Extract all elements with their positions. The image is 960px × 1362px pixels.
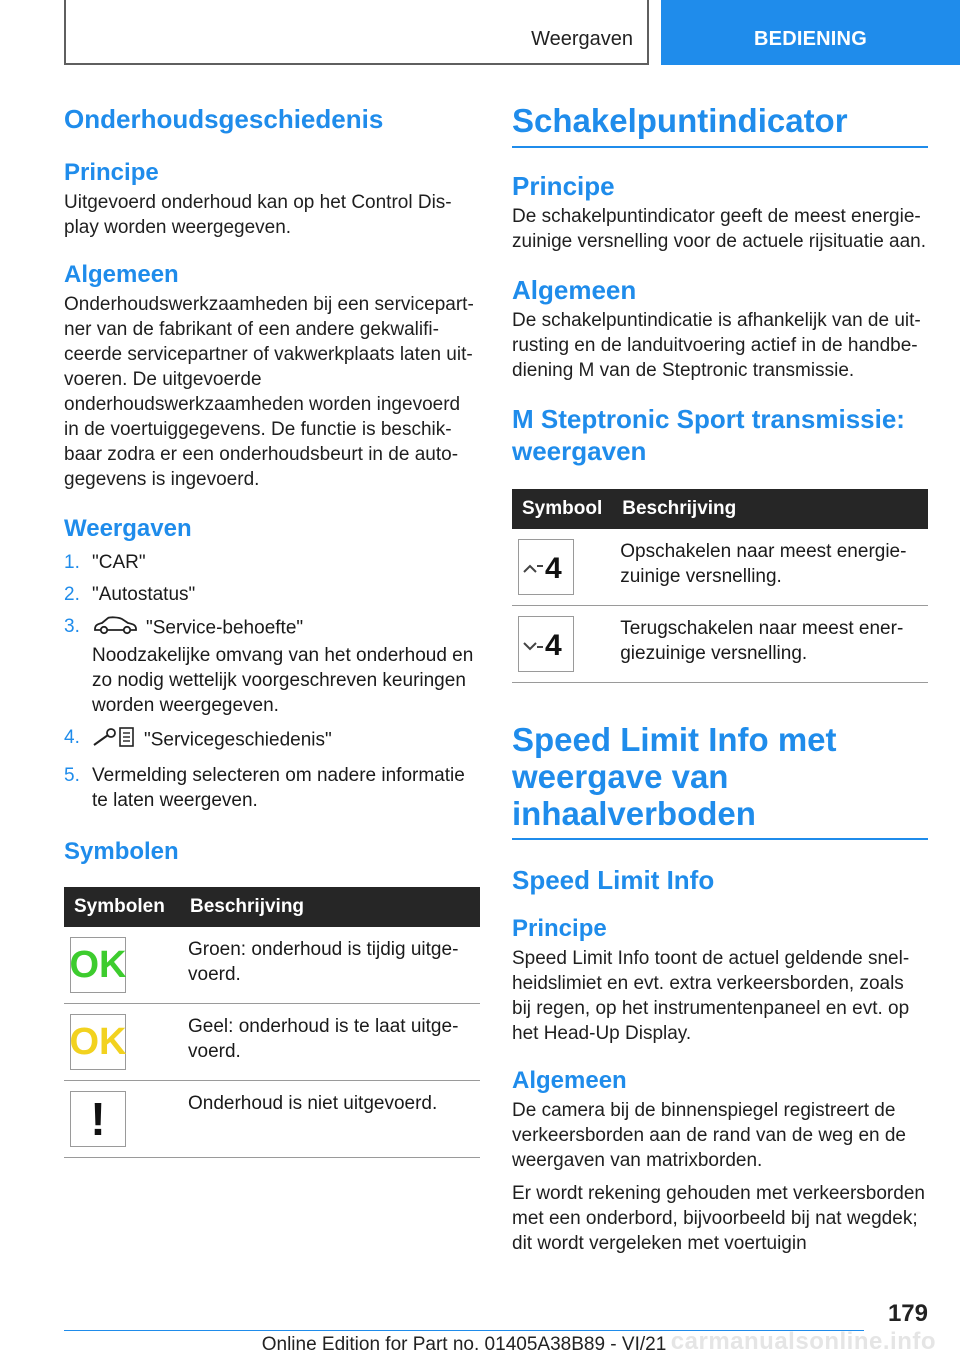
service-history-icon xyxy=(92,725,136,756)
weergaven-heading: Weergaven xyxy=(64,515,192,542)
svg-text:4: 4 xyxy=(545,552,562,582)
principe-heading: Principe xyxy=(512,171,615,201)
speed-limit-title: Speed Limit Info met weergave van inhaalverboden xyxy=(512,721,928,840)
table-row: OK Geel: onderhoud is te laat uitgevoerd. xyxy=(64,1004,480,1081)
principe-text: Uitgevoerd onderhoud kan op het Control Display worden weergegeven. xyxy=(64,192,452,238)
maintenance-history-title: Onderhoudsgeschiedenis xyxy=(64,104,384,134)
steptronic-table xyxy=(512,489,928,683)
section-title: Weergaven xyxy=(531,28,633,50)
algemeen-heading: Algemeen xyxy=(512,275,637,305)
list-item: 4. "Servicegeschiedenis" xyxy=(64,725,480,756)
svg-text:4: 4 xyxy=(545,629,562,659)
service-behoefte-desc: Noodzakelijke omvang van het onderhoud en zo nodig wettelijk voorgeschreven keuringen worden weergegeven. xyxy=(92,645,474,716)
watermark: carmanualsonline.info xyxy=(670,1328,936,1355)
table-row: 4 Opschakelen naar meest energiezuinige versnelling. xyxy=(512,529,928,606)
header-section-box xyxy=(64,0,649,65)
car-service-icon xyxy=(92,614,138,643)
footer-edition-text: Online Edition for Part no. 01405A38B89 - VI/21 xyxy=(261,1334,667,1355)
sli-principe-text: Speed Limit Info toont de actuel geldende snelheidslimiet en evt. extra verkeersborden, zoals bij regen, op het instrumentenpaneel en evt. op het Head-Up Display. xyxy=(512,948,910,1044)
algemeen-heading: Algemeen xyxy=(64,261,179,288)
algemeen-text: De schakelpuntindicatie is afhankelijk van de uitrusting en de landuitvoering actief in de handbediening M van de Steptronic transmissie. xyxy=(512,310,921,381)
page-number: 179 xyxy=(887,1300,928,1327)
exclamation-icon: ! xyxy=(70,1091,126,1147)
col-header-symbol: Symbolen xyxy=(64,887,180,927)
weergaven-steps xyxy=(64,550,480,813)
symbolen-heading: Symbolen xyxy=(64,838,179,865)
symbolen-table xyxy=(64,887,480,1158)
table-row: 4 Terugschakelen naar meest energiezuinige versnelling. xyxy=(512,606,928,683)
sli-algemeen-text-1: De camera bij de binnenspiegel registreert de verkeersborden aan de rand van de weg en de weergaven van matrixborden. xyxy=(512,1100,906,1171)
table-row: OK Groen: onderhoud is tijdig uitgevoerd. xyxy=(64,927,480,1004)
col-header-symbol: Symbool xyxy=(512,489,612,529)
algemeen-text: Onderhoudswerkzaamheden bij een servicepartner van de fabrikant of een andere gekwalificeerde servicepartner of vakwerkplaats laten uitvoeren. De uitgevoerde onderhoudswerkzaamheden worden ingevoerd in de voertuiggegevens. De functie is beschikbaar zodra er een onderhoudsbeurt in de autogegevens is ingevoerd. xyxy=(64,294,474,490)
list-item: 2. "Autostatus" xyxy=(64,584,196,605)
chapter-title: BEDIENING xyxy=(754,28,867,50)
upshift-gear-icon xyxy=(518,539,574,595)
principe-heading: Principe xyxy=(512,915,607,942)
steptronic-heading: M Steptronic Sport transmissie: weergaven xyxy=(512,404,905,466)
ok-green-icon: OK xyxy=(70,937,126,993)
downshift-gear-icon xyxy=(518,616,574,672)
right-column xyxy=(512,100,928,1256)
shift-indicator-title: Schakelpuntindicator xyxy=(512,102,928,148)
speed-limit-info-heading: Speed Limit Info xyxy=(512,865,715,895)
col-header-desc: Beschrijving xyxy=(180,887,480,927)
col-header-desc: Beschrijving xyxy=(612,489,928,529)
ok-yellow-icon: OK xyxy=(70,1014,126,1070)
sli-algemeen-text-2: Er wordt rekening gehouden met verkeersborden met een onderbord, bijvoorbeeld bij nat wegdek; dit wordt vergeleken met voertuigin xyxy=(512,1183,925,1254)
list-item: 3. "Service-behoefte" Noodzakelijke omvang van het onderhoud en zo nodig wettelijk voorgeschreven keuringen worden weergegeven. xyxy=(64,616,474,716)
principe-heading: Principe xyxy=(64,159,159,186)
principe-text: De schakelpuntindicator geeft de meest energiezuinige versnelling voor de actuele rijsituatie aan. xyxy=(512,206,927,252)
chapter-tab xyxy=(661,0,960,65)
algemeen-heading: Algemeen xyxy=(512,1067,627,1094)
list-item: 1. "CAR" xyxy=(64,552,146,573)
left-column xyxy=(64,100,480,1158)
table-row: ! Onderhoud is niet uitgevoerd. xyxy=(64,1081,480,1158)
list-item: 5. Vermelding selecteren om nadere informatie te laten weergeven. xyxy=(64,765,465,811)
